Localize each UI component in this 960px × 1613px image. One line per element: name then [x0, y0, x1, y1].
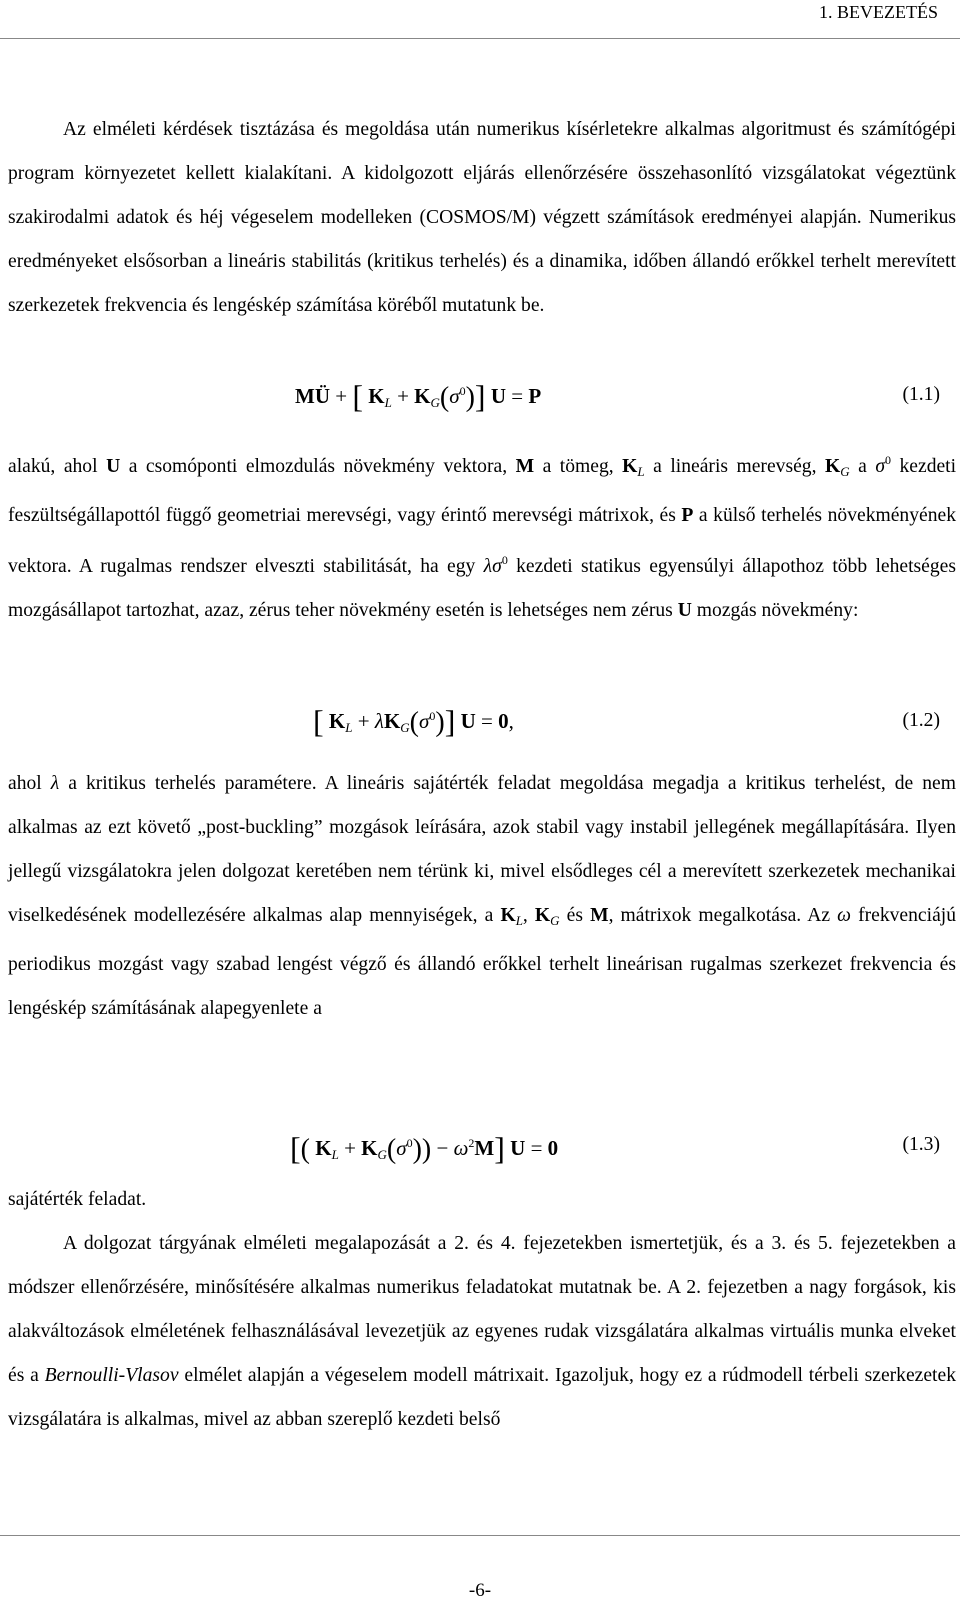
equation-1-1: MÜ + [ $K_L + K_G(\sigma^0)$] U = P [295, 378, 542, 414]
equation-number-1-1: (1.1) [902, 384, 940, 405]
chapter-header: 1. BEVEZETÉS [819, 2, 938, 22]
paragraph-3: ahol λ a kritikus terhelés paramétere. A lineáris sajátérték feladat megoldása megadja a kritikus terhelést, de nem alkalmas az ezt követő „post-buckling” mozgások leírására, azok stabil vagy instabil jellegének megállapítására. Ilyen jellegű vizsgálatokra jelen dolgozat keretében nem térünk ki, mivel elsődleges cél a merevített szerkezetek mechanikai viselkedésének modellezésére alkalmas alap mennyiségek, a $K_L$, $K_G$ és M, mátrixok megalkotása. Az ω frekvenciájú periodikus mozgást vagy szabad lengést végző és állandó erőkkel terhelt lineárisan rugalmas szerkezet frekvencia és lengéskép számításának alapegyenlete a [8, 773, 957, 1019]
header-rule [0, 38, 960, 39]
equation-number-1-3: (1.3) [902, 1134, 940, 1155]
paragraph-2: alakú, ahol U a csomóponti elmozdulás növekmény vektora, M a tömeg, $K_L$ a lineáris merevség, $K_G$ a $\sigma^0$ kezdeti feszültségállapottól függő geometriai merevségi, vagy érintő merevségi mátrixok, és P a külső terhelés növekményének vektora. A rugalmas rendszer elveszti stabilitását, ha egy $\lambda\sigma^0$ kezdeti statikus egyensúlyi állapothoz több lehetséges mozgásállapot tartozhat, azaz, zérus teher növekmény esetén is lehetséges nem zérus U mozgás növekmény: [8, 453, 957, 621]
equation-number-1-2: (1.2) [902, 710, 940, 731]
equation-1-2: [ $K_L + \lambda K_G(\sigma^0)$] U = 0, [313, 703, 514, 739]
paragraph-5: A dolgozat tárgyának elméleti megalapozását a 2. és 4. fejezetekben ismertetjük, és a 3. és 5. fejezetekben a módszer ellenőrzésére, minősítésére alkalmas numerikus feladatokat mutatnak be. A 2. fejezetben a nagy forgások, kis alakváltozások elméletének felhasználásával levezetjük az egyenes rudak vizsgálatára alkalmas virtuális munka elveket és a Bernoulli-Vlasov elmélet alapján a végeselem modell mátrixait. Igazoljuk, hogy ez a rúdmodell térbeli szerkezetek vizsgálatára is alkalmas, mivel az abban szereplő kezdeti belső [8, 1233, 956, 1430]
page-number: -6- [468, 1580, 492, 1601]
equation-1-3: [( $K_L + K_G(\sigma^0)) - \omega^2M$] U = 0 [290, 1130, 559, 1166]
paragraph-1: Az elméleti kérdések tisztázása és megoldása után numerikus kísérletekre alkalmas algoritmust és számítógépi program környezetet kellett kialakítani. A kidolgozott eljárás ellenőrzésére összehasonlító vizsgálatokat végeztünk szakirodalmi adatok és héj végeselem modelleken (COSMOS/M) végzett számítások eredményei alapján. Numerikus eredményeket elsősorban a lineáris stabilitás (kritikus terhelés) és a dinamika, időben állandó erőkkel terhelt merevített szerkezetek frekvencia és lengéskép számítása köréből mutatunk be. [8, 119, 956, 316]
footer-rule [0, 1535, 960, 1536]
paragraph-4: sajátérték feladat. [8, 1189, 147, 1210]
